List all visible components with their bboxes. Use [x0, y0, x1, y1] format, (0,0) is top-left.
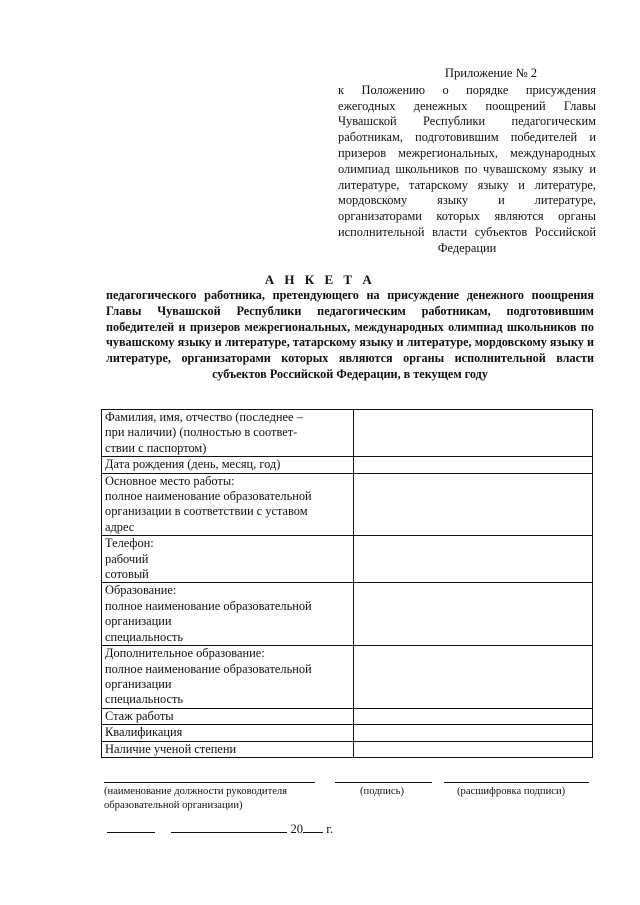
table-row — [102, 473, 593, 536]
position-caption-line-1: (наименование должности руководителя — [104, 786, 288, 797]
signature-decoding-line[interactable] — [444, 782, 589, 783]
table-row — [102, 741, 593, 757]
field-label-line: Дата рождения (день, месяц, год) — [105, 457, 281, 472]
field-label-line: полное наименование образовательной — [105, 661, 312, 676]
date-month-blank[interactable] — [171, 822, 287, 833]
field-label-line: рабочий — [105, 551, 149, 566]
position-signature-line[interactable] — [104, 782, 315, 783]
field-label-line: организации — [105, 614, 172, 629]
field-label-line: Телефон: — [105, 536, 154, 551]
field-label-line: Стаж работы — [105, 708, 174, 723]
position-caption — [104, 785, 324, 813]
field-label-line: ствии с паспортом) — [105, 440, 207, 455]
field-label-line: Квалификация — [105, 725, 183, 740]
field-label-cell — [102, 708, 354, 724]
table-row — [102, 583, 593, 646]
table-row — [102, 536, 593, 583]
field-value-cell[interactable] — [354, 708, 593, 724]
field-label-cell — [102, 725, 354, 741]
appendix-text: к Положению о порядке присуждения ежегодных денежных поощрений Главы Чувашской Республики педагогическим работникам, подготовившим победителей и призеров межрегиональных, международных олимпиад школьников по чувашскому языку и литературе, татарскому языку и литературе, мордовскому языку и литературе, организаторами которых являются органы исполнительной власти субъектов Российской Федерации — [338, 82, 596, 255]
field-label-cell — [102, 536, 354, 583]
field-label-line: организации в соответствии с уставом — [105, 504, 308, 519]
date-day-blank[interactable] — [107, 822, 155, 833]
signature-line[interactable] — [335, 782, 432, 783]
date-year-blank[interactable] — [303, 822, 323, 833]
field-value-cell[interactable] — [354, 741, 593, 757]
table-row — [102, 457, 593, 473]
date-year-suffix: г. — [326, 822, 334, 836]
field-value-cell[interactable] — [354, 457, 593, 473]
field-label-line: Наличие ученой степени — [105, 741, 237, 756]
signature-caption: (подпись) — [360, 786, 404, 797]
table-row — [102, 646, 593, 709]
decoding-caption: (расшифровка подписи) — [457, 786, 566, 797]
field-value-cell[interactable] — [354, 410, 593, 457]
field-label-cell — [102, 410, 354, 457]
field-label-line: специальность — [105, 629, 184, 644]
field-label-line: полное наименование образовательной — [105, 489, 312, 504]
field-value-cell[interactable] — [354, 536, 593, 583]
questionnaire-table — [101, 409, 593, 758]
field-value-cell[interactable] — [354, 473, 593, 536]
field-value-cell[interactable] — [354, 725, 593, 741]
field-label-line: полное наименование образовательной — [105, 598, 312, 613]
field-label-line: при наличии) (полностью в соответ- — [105, 425, 298, 440]
field-label-line: Дополнительное образование: — [105, 646, 265, 661]
field-label-line: Образование: — [105, 583, 177, 598]
field-label-line: сотовый — [105, 567, 149, 582]
field-label-cell — [102, 741, 354, 757]
table-row — [102, 725, 593, 741]
field-value-cell[interactable] — [354, 583, 593, 646]
appendix-block — [338, 66, 596, 257]
field-label-line: Основное место работы: — [105, 473, 235, 488]
position-caption-line-2: образовательной организации) — [104, 800, 243, 811]
field-value-cell[interactable] — [354, 646, 593, 709]
field-label-line: адрес — [105, 519, 135, 534]
table-row — [102, 708, 593, 724]
date-line — [107, 822, 333, 837]
field-label-cell — [102, 646, 354, 709]
field-label-line: Фамилия, имя, отчество (последнее – — [105, 410, 303, 424]
field-label-line: организации — [105, 676, 172, 691]
form-title: А Н К Е Т А — [264, 272, 376, 287]
field-label-cell — [102, 473, 354, 536]
date-year-prefix: 20 — [290, 822, 304, 836]
field-label-cell — [102, 583, 354, 646]
field-label-cell — [102, 457, 354, 473]
appendix-number: Приложение № 2 — [444, 66, 538, 80]
form-subtitle: педагогического работника, претендующего на присуждение денежного поощрения Главы Чувашской Республики педагогическим работникам, подготовившим победителей и призеров межрегиональных, международных олимпиад школьников по чувашскому языку и литературе, татарскому языку и литературе, мордовскому языку и литературе, организаторами которых являются органы исполнительной власти субъектов Российской Федерации, в текущем году — [106, 288, 594, 381]
table-row — [102, 410, 593, 457]
field-label-line: специальность — [105, 692, 184, 707]
